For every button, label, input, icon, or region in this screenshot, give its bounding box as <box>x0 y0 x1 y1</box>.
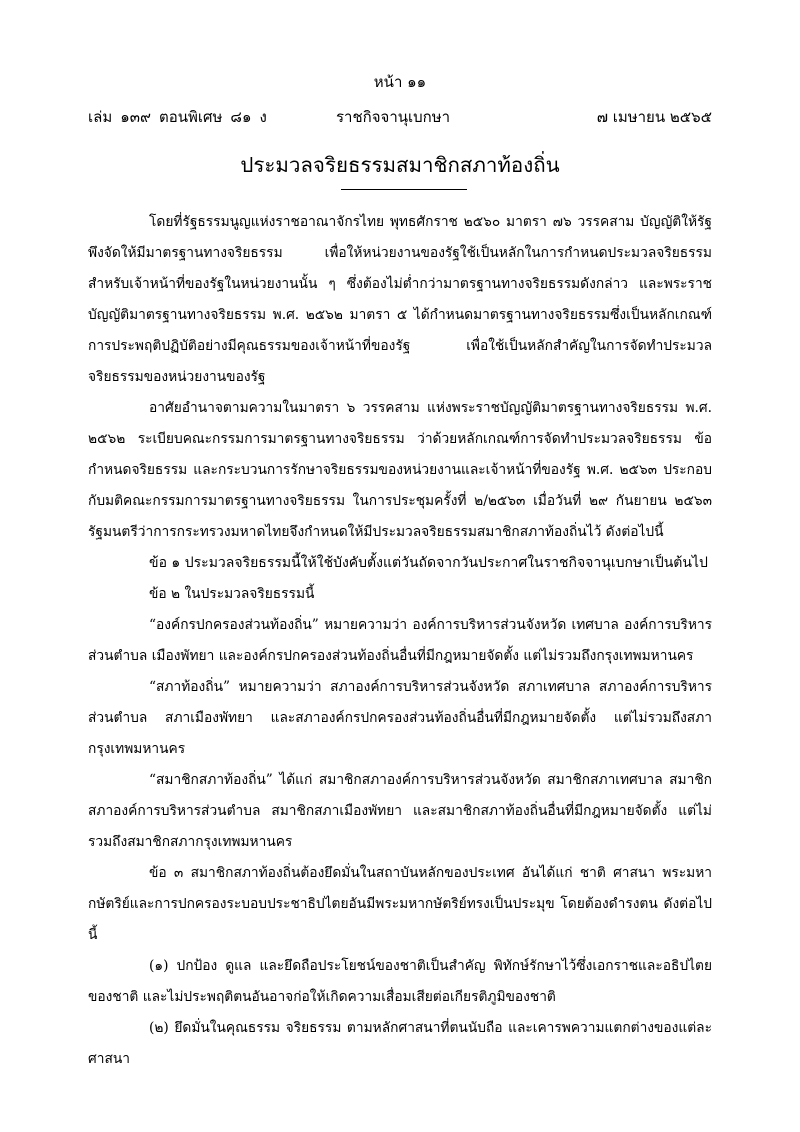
definition-local-government: “องค์กรปกครองส่วนท้องถิ่น” หมายความว่า องค์การบริหารส่วนจังหวัด เทศบาล องค์การบริหารส่วนตำบล เมืองพัทยา และองค์กรปกครองส่วนท้องถิ่นอื่นที่มีกฎหมายจัดตั้ง แต่ไม่รวมถึงกรุงเทพมหานคร <box>88 617 712 664</box>
clause-3-item-2: (๒) ยึดมั่นในคุณธรรม จริยธรรม ตามหลักศาสนาที่ตนนับถือ และเคารพความแตกต่างของแต่ละศาสนา <box>88 1020 712 1067</box>
page-number: หน้า ๑๑ <box>373 73 427 91</box>
publication-date: ๗ เมษายน ๒๕๖๕ <box>596 108 712 126</box>
gazette-header <box>88 105 712 129</box>
clause-3: ข้อ ๓ สมาชิกสภาท้องถิ่นต้องยึดมั่นในสถาบันหลักของประเทศ อันได้แก่ ชาติ ศาสนา พระมหากษัตริย์และการปกครองระบอบประชาธิปไตยอันมีพระมหากษัตริย์ทรงเป็นประมุข โดยต้องดำรงตน ดังต่อไปนี้ <box>88 865 712 943</box>
preamble-paragraph: โดยที่รัฐธรรมนูญแห่งราชอาณาจักรไทย พุทธศักราช ๒๕๖๐ มาตรา ๗๖ วรรคสาม บัญญัติให้รัฐพึงจัดให้มีมาตรฐานทางจริยธรรม เพื่อให้หน่วยงานของรัฐใช้เป็นหลักในการกำหนดประมวลจริยธรรมสำหรับเจ้าหน้าที่ของรัฐในหน่วยงานนั้น ๆ ซึ่งต้องไม่ต่ำกว่ามาตรฐานทางจริยธรรมดังกล่าว และพระราชบัญญัติมาตรฐานทางจริยธรรม พ.ศ. ๒๕๖๒ มาตรา ๕ ได้กำหนดมาตรฐานทางจริยธรรมซึ่งเป็นหลักเกณฑ์การประพฤติปฏิบัติอย่างมีคุณธรรมของเจ้าหน้าที่ของรัฐ เพื่อใช้เป็นหลักสำคัญในการจัดทำประมวลจริยธรรมของหน่วยงานของรัฐ <box>88 214 712 385</box>
issue-suffix: ง <box>259 108 267 126</box>
document-title: ประมวลจริยธรรมสมาชิกสภาท้องถิ่น <box>240 153 560 177</box>
authority-paragraph: อาศัยอำนาจตามความในมาตรา ๖ วรรคสาม แห่งพระราชบัญญัติมาตรฐานทางจริยธรรม พ.ศ. ๒๕๖๒ ระเบียบคณะกรรมการมาตรฐานทางจริยธรรม ว่าด้วยหลักเกณฑ์การจัดทำประมวลจริยธรรม ข้อกำหนดจริยธรรม และกระบวนการรักษาจริยธรรมของหน่วยงานและเจ้าหน้าที่ของรัฐ พ.ศ. ๒๕๖๓ ประกอบกับมติคณะกรรมการมาตรฐานทางจริยธรรม ในการประชุมครั้งที่ ๒/๒๕๖๓ เมื่อวันที่ ๒๙ กันยายน ๒๕๖๓ รัฐมนตรีว่าการกระทรวงมหาดไทยจึงกำหนดให้มีประมวลจริยธรรมสมาชิกสภาท้องถิ่นไว้ ดังต่อไปนี้ <box>88 400 712 540</box>
document-body <box>88 207 712 1075</box>
clause-3-item-1: (๑) ปกป้อง ดูแล และยึดถือประโยชน์ของชาติเป็นสำคัญ พิทักษ์รักษาไว้ซึ่งเอกราชและอธิปไตยของชาติ และไม่ประพฤติตนอันอาจก่อให้เกิดความเสื่อมเสียต่อเกียรติภูมิของชาติ <box>88 958 712 1005</box>
clause-2: ข้อ ๒ ในประมวลจริยธรรมนี้ <box>149 586 315 602</box>
gazette-name: ราชกิจจานุเบกษา <box>336 108 451 126</box>
clause-1: ข้อ ๑ ประมวลจริยธรรมนี้ให้ใช้บังคับตั้งแต่วันถัดจากวันประกาศในราชกิจจานุเบกษาเป็นต้นไป <box>149 555 708 571</box>
issue-label: ตอนพิเศษ <box>158 108 223 126</box>
volume-number: ๑๓๙ <box>120 108 151 126</box>
title-underline <box>341 189 467 190</box>
volume-label: เล่ม <box>88 108 113 126</box>
definition-local-council: “สภาท้องถิ่น” หมายความว่า สภาองค์การบริหารส่วนจังหวัด สภาเทศบาล สภาองค์การบริหารส่วนตำบล สภาเมืองพัทยา และสภาองค์กรปกครองส่วนท้องถิ่นอื่นที่มีกฎหมายจัดตั้ง แต่ไม่รวมถึงสภากรุงเทพมหานคร <box>88 679 712 757</box>
definition-council-member: “สมาชิกสภาท้องถิ่น” ได้แก่ สมาชิกสภาองค์การบริหารส่วนจังหวัด สมาชิกสภาเทศบาล สมาชิกสภาองค์การบริหารส่วนตำบล สมาชิกสภาเมืองพัทยา และสมาชิกสภาท้องถิ่นอื่นที่มีกฎหมายจัดตั้ง แต่ไม่รวมถึงสมาชิกสภากรุงเทพมหานคร <box>88 772 712 850</box>
volume-issue <box>88 105 267 129</box>
issue-number: ๘๑ <box>230 108 252 126</box>
